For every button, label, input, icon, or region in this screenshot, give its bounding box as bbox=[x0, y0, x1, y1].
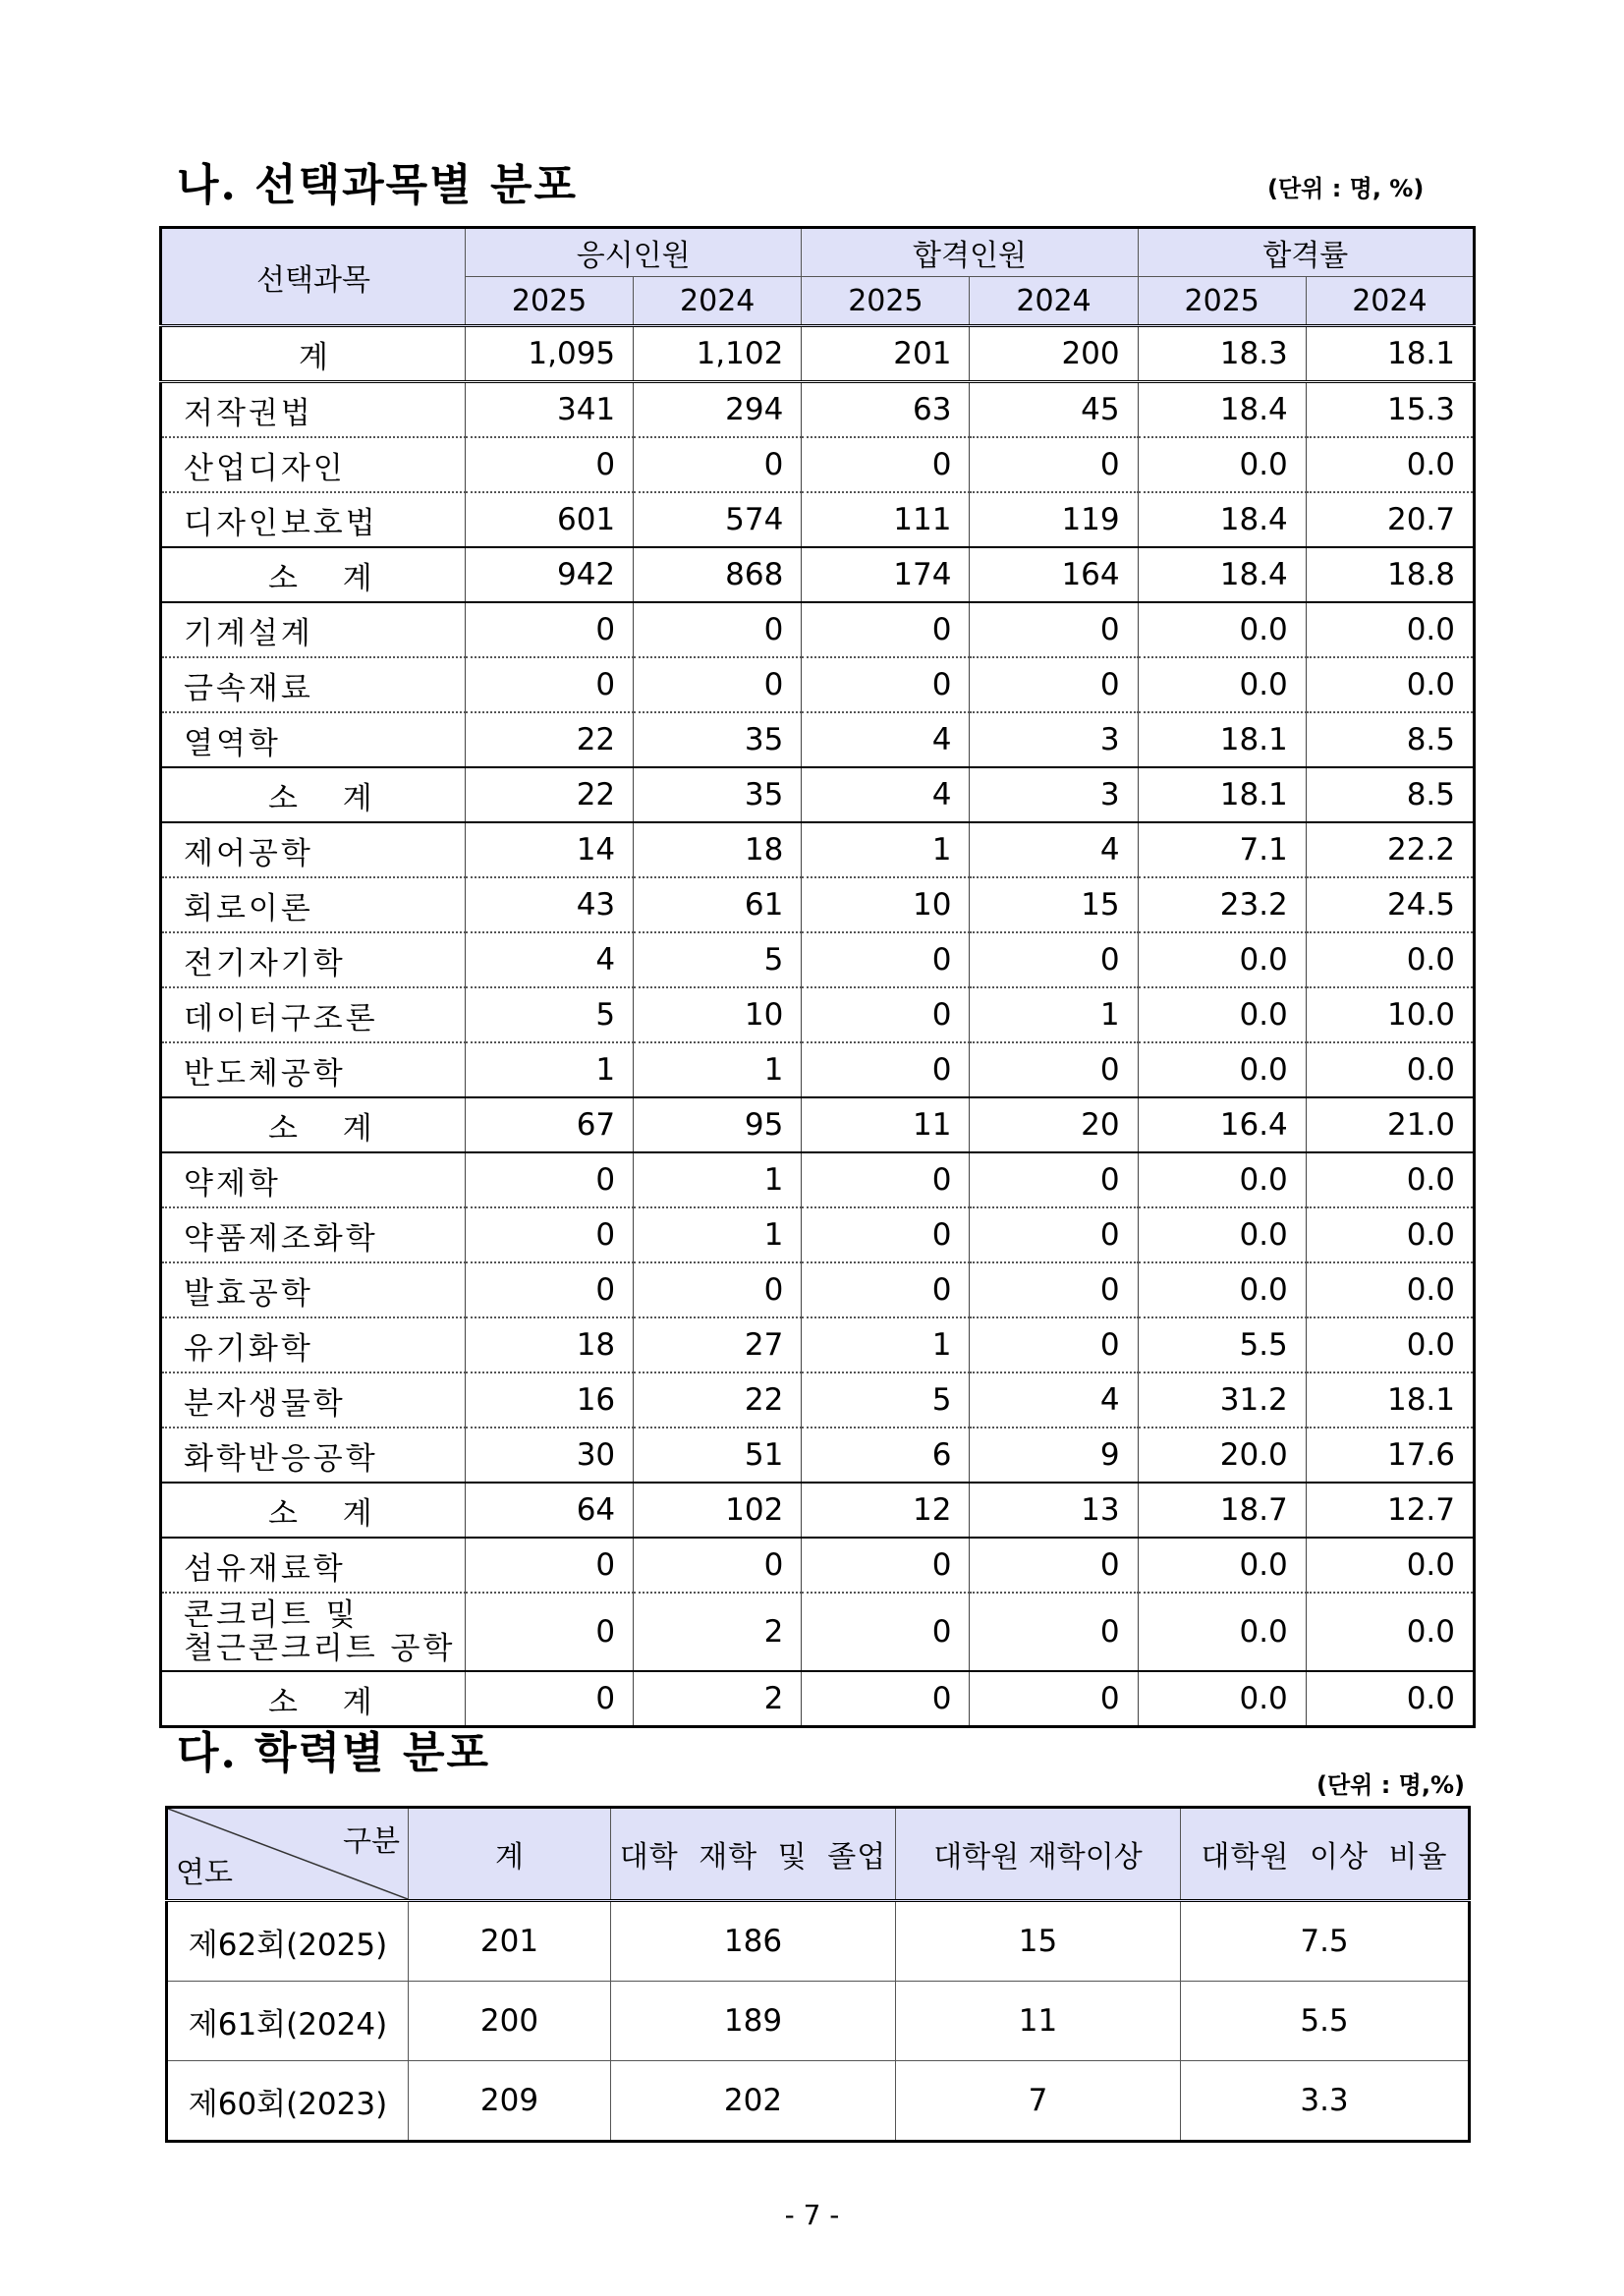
header-group-applicants: 응시인원 bbox=[466, 228, 802, 277]
table-row bbox=[161, 767, 1475, 822]
value-cell: 1,102 bbox=[634, 326, 802, 382]
value-cell: 0 bbox=[634, 602, 802, 657]
value-cell: 0 bbox=[802, 657, 970, 712]
value-cell: 64 bbox=[466, 1483, 634, 1538]
value-cell: 1 bbox=[466, 1042, 634, 1097]
value-cell: 67 bbox=[466, 1097, 634, 1152]
value-cell: 12.7 bbox=[1306, 1483, 1474, 1538]
table-row bbox=[161, 547, 1475, 602]
subject-name: 소 계 bbox=[268, 1110, 372, 1147]
value-cell: 8.5 bbox=[1306, 712, 1474, 767]
table-row bbox=[161, 712, 1475, 767]
value-cell: 18 bbox=[466, 1317, 634, 1372]
value-cell: 0 bbox=[970, 1262, 1138, 1317]
value-cell: 7.1 bbox=[1138, 822, 1306, 877]
value-cell: 4 bbox=[970, 1372, 1138, 1428]
value-cell: 22.2 bbox=[1306, 822, 1474, 877]
value-cell: 3.3 bbox=[1181, 2061, 1470, 2142]
header-diagonal-cell bbox=[167, 1808, 409, 1901]
value-cell: 0 bbox=[970, 1538, 1138, 1593]
subject-name: 소 계 bbox=[268, 1684, 372, 1720]
value-cell: 4 bbox=[466, 932, 634, 987]
value-cell: 574 bbox=[634, 492, 802, 547]
value-cell: 12 bbox=[802, 1483, 970, 1538]
value-cell: 18.8 bbox=[1306, 547, 1474, 602]
value-cell: 189 bbox=[611, 1982, 896, 2061]
value-cell: 0 bbox=[970, 1671, 1138, 1727]
value-cell: 0 bbox=[970, 1152, 1138, 1207]
subject-name: 반도체공학 bbox=[184, 1055, 346, 1092]
value-cell: 5.5 bbox=[1138, 1317, 1306, 1372]
value-cell: 9 bbox=[970, 1428, 1138, 1483]
value-cell: 0.0 bbox=[1306, 1671, 1474, 1727]
value-cell: 14 bbox=[466, 822, 634, 877]
subject-name: 섬유재료학 bbox=[184, 1550, 346, 1587]
section-title-subject: 나. 선택과목별 분포 bbox=[177, 160, 578, 210]
subject-name-line2: 철근콘크리트 공학 bbox=[184, 1631, 456, 1666]
subject-name: 약제학 bbox=[184, 1165, 281, 1202]
table-row bbox=[161, 437, 1475, 492]
subject-distribution-table bbox=[159, 226, 1476, 1728]
value-cell: 18 bbox=[634, 822, 802, 877]
table-row bbox=[161, 822, 1475, 877]
subject-name: 금속재료 bbox=[184, 670, 313, 706]
subject-name-cell bbox=[161, 1428, 466, 1483]
value-cell: 0.0 bbox=[1138, 987, 1306, 1042]
value-cell: 13 bbox=[970, 1483, 1138, 1538]
value-cell: 0.0 bbox=[1138, 1538, 1306, 1593]
value-cell: 0 bbox=[466, 1262, 634, 1317]
subject-name-cell bbox=[161, 437, 466, 492]
value-cell: 6 bbox=[802, 1428, 970, 1483]
value-cell: 18.4 bbox=[1138, 547, 1306, 602]
education-distribution-table bbox=[165, 1806, 1471, 2143]
value-cell: 5 bbox=[802, 1372, 970, 1428]
value-cell: 18.1 bbox=[1138, 767, 1306, 822]
value-cell: 1 bbox=[802, 1317, 970, 1372]
value-cell: 18.1 bbox=[1306, 326, 1474, 382]
subject-name: 유기화학 bbox=[184, 1330, 313, 1367]
value-cell: 0 bbox=[634, 437, 802, 492]
value-cell: 0 bbox=[970, 1317, 1138, 1372]
value-cell: 0.0 bbox=[1306, 1262, 1474, 1317]
value-cell: 0 bbox=[970, 1593, 1138, 1671]
value-cell: 35 bbox=[634, 712, 802, 767]
header-year: 2024 bbox=[1306, 277, 1474, 326]
subject-name: 저작권법 bbox=[184, 395, 313, 431]
unit-label-education: (단위 : 명,%) bbox=[1316, 1771, 1465, 1799]
value-cell: 0 bbox=[466, 657, 634, 712]
value-cell: 0.0 bbox=[1306, 602, 1474, 657]
value-cell: 0 bbox=[802, 1152, 970, 1207]
table-row bbox=[161, 1483, 1475, 1538]
subject-name: 열역학 bbox=[184, 725, 281, 761]
value-cell: 18.3 bbox=[1138, 326, 1306, 382]
subject-name-cell bbox=[161, 1372, 466, 1428]
value-cell: 0 bbox=[970, 932, 1138, 987]
subject-name-cell bbox=[161, 1262, 466, 1317]
table-row bbox=[161, 1538, 1475, 1593]
value-cell: 0 bbox=[802, 1262, 970, 1317]
table-row bbox=[161, 326, 1475, 382]
education-table-body bbox=[167, 1901, 1470, 2142]
table-row bbox=[167, 2061, 1470, 2142]
header-undergrad: 대학 재학 및 졸업 bbox=[611, 1808, 896, 1901]
table-row bbox=[161, 877, 1475, 932]
value-cell: 0.0 bbox=[1138, 1152, 1306, 1207]
value-cell: 341 bbox=[466, 382, 634, 438]
value-cell: 186 bbox=[611, 1901, 896, 1982]
subject-name: 계 bbox=[299, 339, 328, 375]
value-cell: 102 bbox=[634, 1483, 802, 1538]
value-cell: 0.0 bbox=[1306, 657, 1474, 712]
subject-name-cell bbox=[161, 382, 466, 438]
value-cell: 22 bbox=[634, 1372, 802, 1428]
subject-name-cell bbox=[161, 326, 466, 382]
header-total: 계 bbox=[409, 1808, 611, 1901]
value-cell: 20 bbox=[970, 1097, 1138, 1152]
subject-name-cell bbox=[161, 767, 466, 822]
value-cell: 868 bbox=[634, 547, 802, 602]
subject-name-cell bbox=[161, 492, 466, 547]
round-label-cell: 제61회(2024) bbox=[167, 1982, 409, 2061]
value-cell: 0 bbox=[970, 602, 1138, 657]
subject-name-cell bbox=[161, 1538, 466, 1593]
value-cell: 942 bbox=[466, 547, 634, 602]
table-row bbox=[161, 492, 1475, 547]
value-cell: 18.1 bbox=[1138, 712, 1306, 767]
subject-name: 산업디자인 bbox=[184, 450, 346, 486]
table-row bbox=[167, 1901, 1470, 1982]
header-group-passers: 합격인원 bbox=[802, 228, 1138, 277]
header-year: 2025 bbox=[802, 277, 970, 326]
subject-name-cell bbox=[161, 1152, 466, 1207]
value-cell: 3 bbox=[970, 767, 1138, 822]
value-cell: 0 bbox=[970, 1042, 1138, 1097]
subject-name-cell bbox=[161, 822, 466, 877]
value-cell: 18.7 bbox=[1138, 1483, 1306, 1538]
value-cell: 0.0 bbox=[1138, 1042, 1306, 1097]
value-cell: 0.0 bbox=[1138, 437, 1306, 492]
value-cell: 43 bbox=[466, 877, 634, 932]
value-cell: 200 bbox=[970, 326, 1138, 382]
value-cell: 18.4 bbox=[1138, 382, 1306, 438]
value-cell: 0.0 bbox=[1306, 1042, 1474, 1097]
header-graduate-ratio: 대학원 이상 비율 bbox=[1181, 1808, 1470, 1901]
value-cell: 17.6 bbox=[1306, 1428, 1474, 1483]
subject-name-cell bbox=[161, 1483, 466, 1538]
value-cell: 0 bbox=[466, 1538, 634, 1593]
table-row bbox=[161, 1428, 1475, 1483]
value-cell: 20.7 bbox=[1306, 492, 1474, 547]
value-cell: 0 bbox=[802, 1538, 970, 1593]
value-cell: 4 bbox=[970, 822, 1138, 877]
subject-name-cell bbox=[161, 1042, 466, 1097]
value-cell: 0 bbox=[802, 1671, 970, 1727]
value-cell: 2 bbox=[634, 1671, 802, 1727]
value-cell: 5 bbox=[466, 987, 634, 1042]
value-cell: 1 bbox=[634, 1207, 802, 1262]
header-year: 2024 bbox=[970, 277, 1138, 326]
value-cell: 24.5 bbox=[1306, 877, 1474, 932]
subject-name-cell bbox=[161, 602, 466, 657]
value-cell: 0.0 bbox=[1306, 932, 1474, 987]
table-row bbox=[161, 987, 1475, 1042]
value-cell: 15 bbox=[970, 877, 1138, 932]
subject-name: 데이터구조론 bbox=[184, 1000, 378, 1036]
subject-name-cell bbox=[161, 1593, 466, 1671]
value-cell: 11 bbox=[896, 1982, 1181, 2061]
value-cell: 23.2 bbox=[1138, 877, 1306, 932]
subject-name: 소 계 bbox=[268, 1495, 372, 1532]
value-cell: 0 bbox=[466, 1207, 634, 1262]
subject-name-cell bbox=[161, 877, 466, 932]
value-cell: 95 bbox=[634, 1097, 802, 1152]
round-label-cell: 제62회(2025) bbox=[167, 1901, 409, 1982]
subject-name-cell bbox=[161, 932, 466, 987]
value-cell: 0.0 bbox=[1306, 1152, 1474, 1207]
value-cell: 7.5 bbox=[1181, 1901, 1470, 1982]
value-cell: 7 bbox=[896, 2061, 1181, 2142]
value-cell: 3 bbox=[970, 712, 1138, 767]
value-cell: 0 bbox=[466, 1593, 634, 1671]
value-cell: 30 bbox=[466, 1428, 634, 1483]
table-row bbox=[161, 657, 1475, 712]
header-subject: 선택과목 bbox=[161, 228, 466, 326]
value-cell: 1 bbox=[802, 822, 970, 877]
value-cell: 5 bbox=[634, 932, 802, 987]
value-cell: 18.1 bbox=[1306, 1372, 1474, 1428]
table-row bbox=[161, 932, 1475, 987]
subject-name-cell bbox=[161, 657, 466, 712]
subject-name: 약품제조화학 bbox=[184, 1220, 378, 1257]
subject-name: 분자생물학 bbox=[184, 1385, 346, 1422]
value-cell: 0.0 bbox=[1138, 1671, 1306, 1727]
value-cell: 0.0 bbox=[1138, 932, 1306, 987]
header-year: 2025 bbox=[466, 277, 634, 326]
value-cell: 0 bbox=[466, 1671, 634, 1727]
value-cell: 0 bbox=[970, 437, 1138, 492]
value-cell: 0.0 bbox=[1138, 657, 1306, 712]
value-cell: 27 bbox=[634, 1317, 802, 1372]
value-cell: 164 bbox=[970, 547, 1138, 602]
table-row bbox=[161, 1207, 1475, 1262]
value-cell: 202 bbox=[611, 2061, 896, 2142]
value-cell: 51 bbox=[634, 1428, 802, 1483]
value-cell: 294 bbox=[634, 382, 802, 438]
value-cell: 174 bbox=[802, 547, 970, 602]
value-cell: 0.0 bbox=[1306, 437, 1474, 492]
header-year: 2025 bbox=[1138, 277, 1306, 326]
value-cell: 0 bbox=[634, 1538, 802, 1593]
table-row bbox=[167, 1982, 1470, 2061]
table-row bbox=[161, 1152, 1475, 1207]
subject-name-cell bbox=[161, 1097, 466, 1152]
unit-label-subject: (단위 : 명, %) bbox=[1267, 175, 1425, 202]
value-cell: 201 bbox=[802, 326, 970, 382]
subject-name: 전기자기학 bbox=[184, 945, 346, 981]
value-cell: 0 bbox=[802, 1207, 970, 1262]
header-year: 2024 bbox=[634, 277, 802, 326]
value-cell: 119 bbox=[970, 492, 1138, 547]
value-cell: 0.0 bbox=[1138, 1593, 1306, 1671]
value-cell: 200 bbox=[409, 1982, 611, 2061]
value-cell: 0 bbox=[802, 437, 970, 492]
table-row bbox=[161, 602, 1475, 657]
subject-name: 디자인보호법 bbox=[184, 505, 378, 541]
value-cell: 16 bbox=[466, 1372, 634, 1428]
value-cell: 35 bbox=[634, 767, 802, 822]
subject-name-cell bbox=[161, 1317, 466, 1372]
subject-name: 소 계 bbox=[268, 780, 372, 816]
value-cell: 1,095 bbox=[466, 326, 634, 382]
value-cell: 8.5 bbox=[1306, 767, 1474, 822]
section-title-education: 다. 학력별 분포 bbox=[177, 1728, 490, 1778]
subject-name-cell bbox=[161, 987, 466, 1042]
header-category: 구분 bbox=[343, 1824, 400, 1859]
table-row bbox=[161, 1262, 1475, 1317]
value-cell: 1 bbox=[634, 1152, 802, 1207]
subject-name: 화학반응공학 bbox=[184, 1440, 378, 1477]
table-row bbox=[161, 1317, 1475, 1372]
value-cell: 0 bbox=[634, 1262, 802, 1317]
value-cell: 0 bbox=[970, 657, 1138, 712]
value-cell: 10.0 bbox=[1306, 987, 1474, 1042]
subject-name: 발효공학 bbox=[184, 1275, 313, 1312]
value-cell: 1 bbox=[970, 987, 1138, 1042]
value-cell: 18.4 bbox=[1138, 492, 1306, 547]
header-year-label: 연도 bbox=[176, 1856, 233, 1890]
value-cell: 11 bbox=[802, 1097, 970, 1152]
value-cell: 0 bbox=[634, 657, 802, 712]
value-cell: 21.0 bbox=[1306, 1097, 1474, 1152]
subject-name-line1: 콘크리트 및 bbox=[184, 1597, 359, 1633]
value-cell: 0 bbox=[802, 1042, 970, 1097]
subject-name-cell bbox=[161, 547, 466, 602]
subject-name-cell bbox=[161, 712, 466, 767]
table-row bbox=[161, 1097, 1475, 1152]
round-label-cell: 제60회(2023) bbox=[167, 2061, 409, 2142]
value-cell: 61 bbox=[634, 877, 802, 932]
table-row bbox=[161, 382, 1475, 438]
value-cell: 0.0 bbox=[1138, 1207, 1306, 1262]
value-cell: 22 bbox=[466, 767, 634, 822]
value-cell: 10 bbox=[802, 877, 970, 932]
value-cell: 22 bbox=[466, 712, 634, 767]
value-cell: 2 bbox=[634, 1593, 802, 1671]
table-row bbox=[161, 1042, 1475, 1097]
value-cell: 45 bbox=[970, 382, 1138, 438]
table-row bbox=[161, 1372, 1475, 1428]
subject-name: 소 계 bbox=[268, 560, 372, 596]
value-cell: 15.3 bbox=[1306, 382, 1474, 438]
value-cell: 0 bbox=[466, 1152, 634, 1207]
value-cell: 0.0 bbox=[1306, 1593, 1474, 1671]
subject-name: 회로이론 bbox=[184, 890, 313, 926]
value-cell: 31.2 bbox=[1138, 1372, 1306, 1428]
value-cell: 4 bbox=[802, 767, 970, 822]
value-cell: 16.4 bbox=[1138, 1097, 1306, 1152]
value-cell: 0 bbox=[970, 1207, 1138, 1262]
value-cell: 0 bbox=[802, 602, 970, 657]
header-graduate: 대학원 재학이상 bbox=[896, 1808, 1181, 1901]
value-cell: 0 bbox=[466, 437, 634, 492]
value-cell: 63 bbox=[802, 382, 970, 438]
subject-name-cell bbox=[161, 1207, 466, 1262]
value-cell: 20.0 bbox=[1138, 1428, 1306, 1483]
value-cell: 0 bbox=[466, 602, 634, 657]
value-cell: 0.0 bbox=[1138, 602, 1306, 657]
page-number: - 7 - bbox=[784, 2199, 840, 2231]
table-row bbox=[161, 1593, 1475, 1671]
value-cell: 15 bbox=[896, 1901, 1181, 1982]
subject-name: 기계설계 bbox=[184, 615, 313, 651]
subject-name: 제어공학 bbox=[184, 835, 313, 871]
value-cell: 0.0 bbox=[1138, 1262, 1306, 1317]
value-cell: 10 bbox=[634, 987, 802, 1042]
value-cell: 0 bbox=[802, 932, 970, 987]
value-cell: 0 bbox=[802, 1593, 970, 1671]
value-cell: 201 bbox=[409, 1901, 611, 1982]
subject-table-body bbox=[161, 326, 1475, 1727]
value-cell: 5.5 bbox=[1181, 1982, 1470, 2061]
value-cell: 1 bbox=[634, 1042, 802, 1097]
value-cell: 0.0 bbox=[1306, 1538, 1474, 1593]
value-cell: 4 bbox=[802, 712, 970, 767]
value-cell: 0.0 bbox=[1306, 1207, 1474, 1262]
value-cell: 0 bbox=[802, 987, 970, 1042]
value-cell: 0.0 bbox=[1306, 1317, 1474, 1372]
value-cell: 209 bbox=[409, 2061, 611, 2142]
header-group-pass-rate: 합격률 bbox=[1138, 228, 1474, 277]
value-cell: 111 bbox=[802, 492, 970, 547]
value-cell: 601 bbox=[466, 492, 634, 547]
